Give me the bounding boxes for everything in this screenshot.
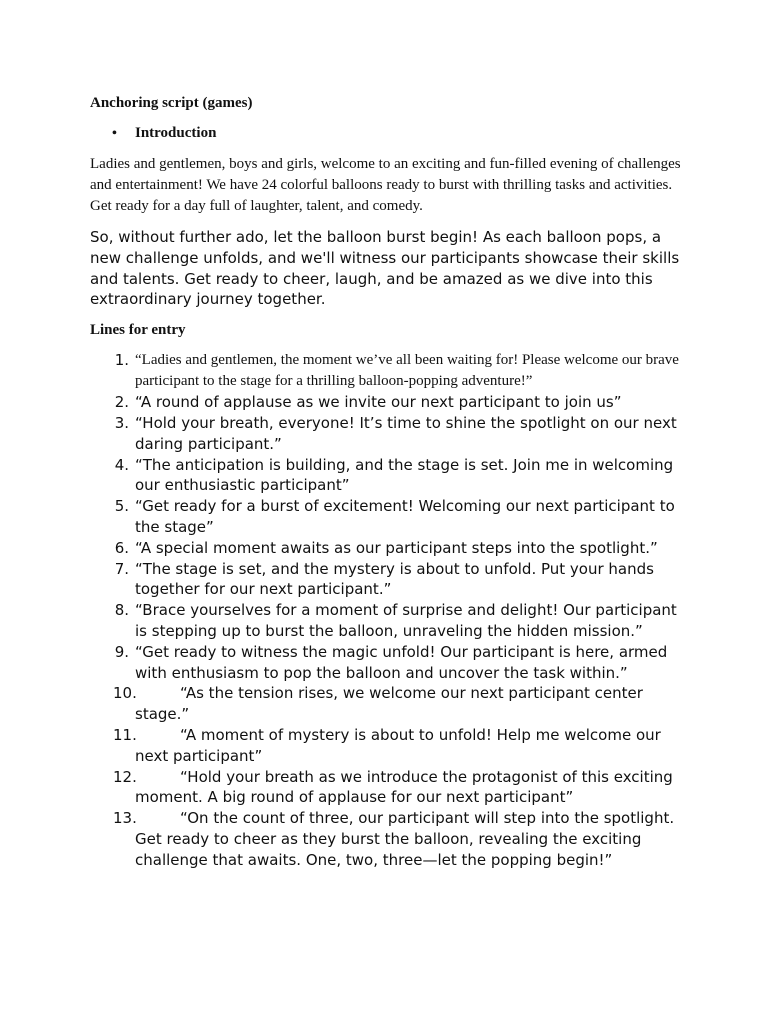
bullet-introduction <box>90 123 690 144</box>
list-item-number: 10. <box>113 684 137 703</box>
list-item-number: 4. <box>114 455 129 474</box>
list-item-text: “The stage is set, and the mystery is about to unfold. Put your hands together for our next participant.” <box>135 559 654 599</box>
list-item-number: 13. <box>113 809 137 828</box>
list-item-text: “A special moment awaits as our participant steps into the spotlight.” <box>135 538 658 557</box>
list-item-number: 7. <box>114 559 129 578</box>
bullet-dot-icon: • <box>112 126 117 141</box>
list-item <box>90 350 690 392</box>
entry-heading: Lines for entry <box>90 322 186 339</box>
list-item <box>90 455 690 497</box>
list-item <box>90 767 690 809</box>
list-item-text: “The anticipation is building, and the stage is set. Join me in welcoming our enthusiastic participant” <box>135 455 674 495</box>
list-item-number: 9. <box>114 642 129 661</box>
list-item-text: “A round of applause as we invite our next participant to join us” <box>135 393 622 412</box>
intro-paragraph-1: Ladies and gentlemen, boys and girls, welcome to an exciting and fun-filled evening of challenges and entertainment! We have 24 colorful balloons ready to burst with thrilling tasks and activities. Get ready for a day full of laughter, talent, and comedy. <box>90 156 681 214</box>
entry-list <box>90 350 690 870</box>
list-item-number: 3. <box>114 413 129 432</box>
list-item-number: 12. <box>113 767 137 786</box>
list-item-text: “On the count of three, our participant will step into the spotlight. Get ready to cheer as they burst the balloon, revealing the exciting challenge that awaits. One, two, three—let the popping begin!” <box>135 809 675 869</box>
list-item <box>90 683 690 725</box>
list-item-text: “A moment of mystery is about to unfold! Help me welcome our next participant” <box>135 725 661 765</box>
list-item-text: “Brace yourselves for a moment of surprise and delight! Our participant is stepping up to burst the balloon, unraveling the hidden mission.” <box>135 601 677 640</box>
list-item <box>90 559 690 601</box>
list-item-number: 11. <box>113 725 137 744</box>
document-page <box>90 93 690 871</box>
list-item <box>90 642 690 684</box>
bullet-label: Introduction <box>135 125 217 141</box>
intro-paragraph-2: So, without further ado, let the balloon burst begin! As each balloon pops, a new challenge unfolds, and we'll witness our participants showcase their skills and talents. Get ready to cheer, laugh, and be amazed as we dive into this extraordinary journey together. <box>90 228 680 309</box>
list-item <box>90 392 690 413</box>
list-item-number: 2. <box>114 393 129 412</box>
list-item-number: 6. <box>114 538 129 557</box>
list-item-text: “Hold your breath, everyone! It’s time to shine the spotlight on our next daring participant.” <box>135 413 677 453</box>
list-item-text: “Hold your breath as we introduce the protagonist of this exciting moment. A big round of applause for our next participant” <box>135 767 673 807</box>
list-item-text: “As the tension rises, we welcome our next participant center stage.” <box>135 684 643 724</box>
list-item-text: “Get ready to witness the magic unfold! Our participant is here, armed with enthusiasm to pop the balloon and uncover the task within.” <box>135 642 668 682</box>
list-item-number: 1. <box>114 351 129 370</box>
list-item <box>90 496 690 538</box>
list-item-text: “Ladies and gentlemen, the moment we’ve all been waiting for! Please welcome our brave participant to the stage for a thrilling balloon-popping adventure!” <box>135 352 679 390</box>
list-item <box>90 600 690 642</box>
list-item <box>90 538 690 559</box>
list-item <box>90 413 690 455</box>
document-title: Anchoring script (games) <box>90 95 253 111</box>
list-item-text: “Get ready for a burst of excitement! Welcoming our next participant to the stage” <box>135 497 675 536</box>
list-item <box>90 725 690 767</box>
list-item <box>90 808 690 870</box>
list-item-number: 5. <box>114 497 129 516</box>
list-item-number: 8. <box>114 601 129 620</box>
